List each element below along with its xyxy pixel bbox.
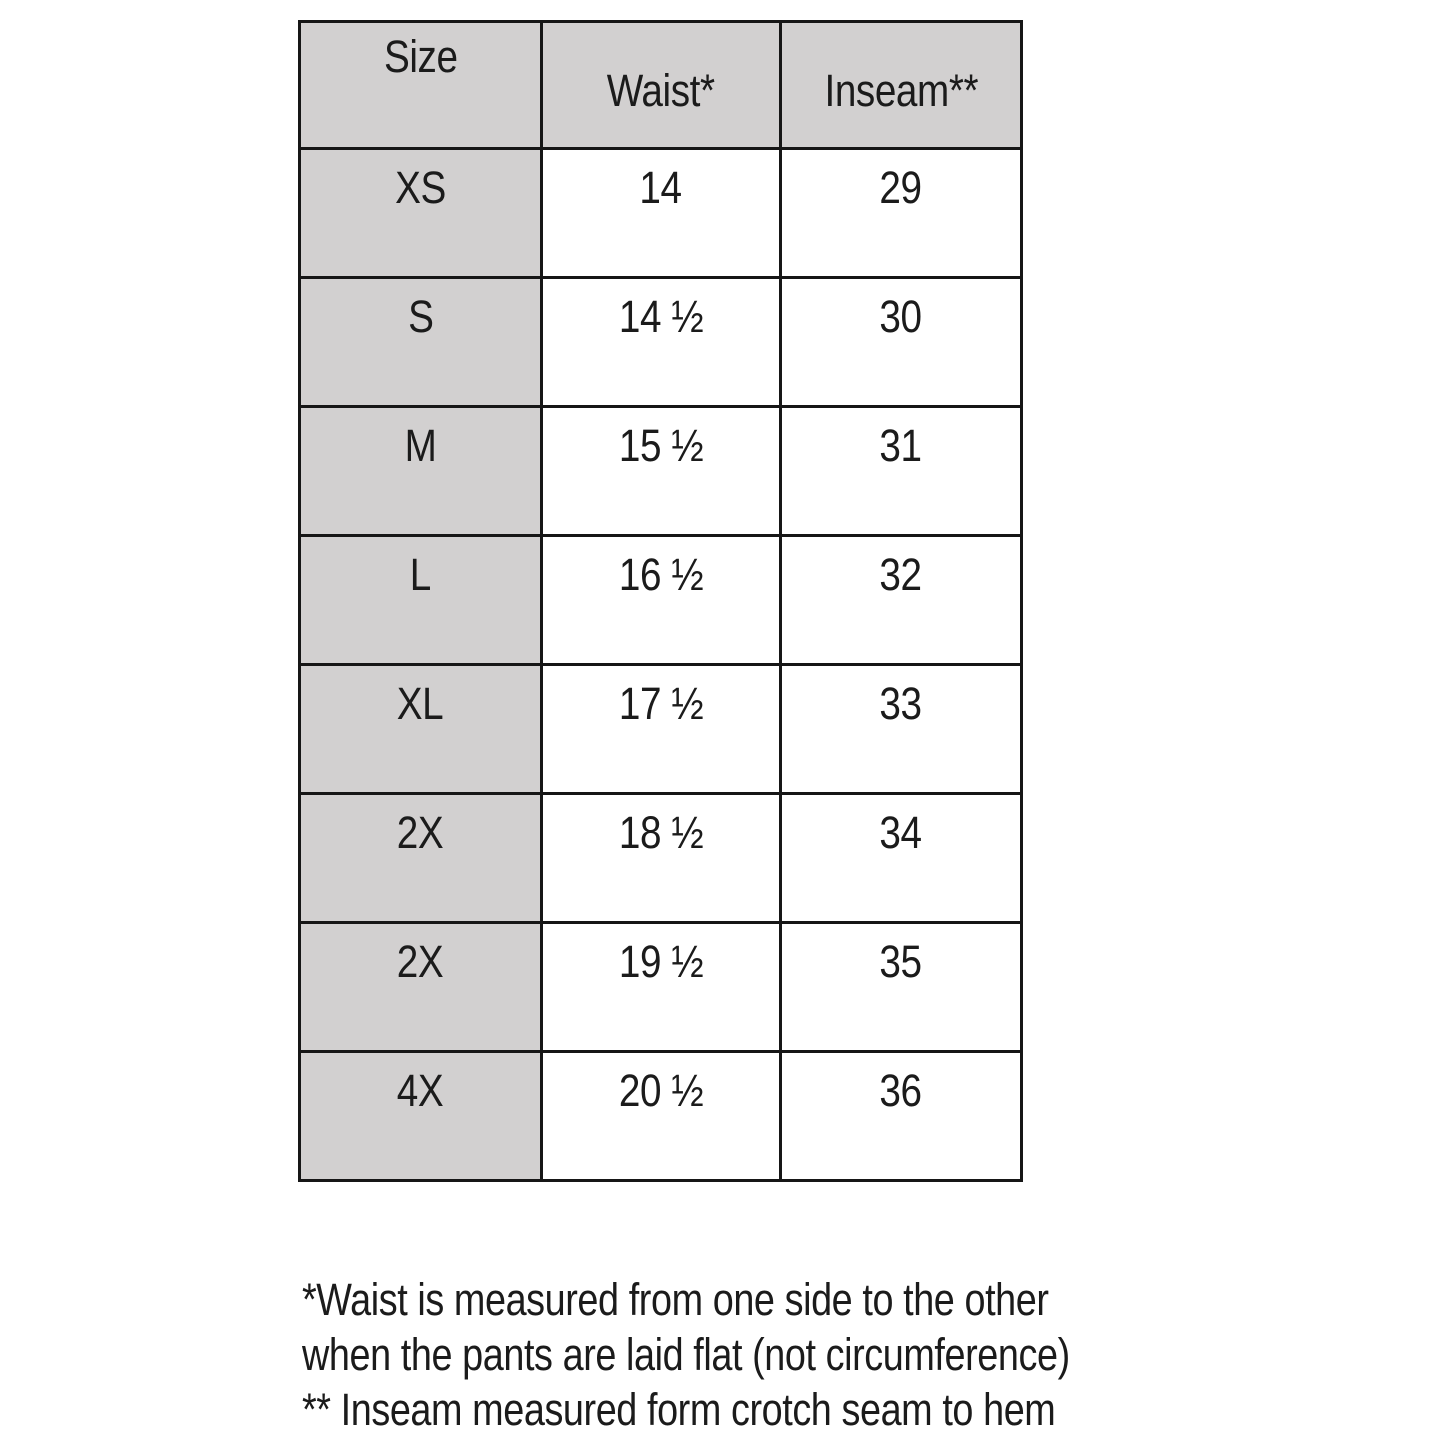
waist-cell <box>542 149 781 278</box>
size-value: 2X <box>397 936 444 987</box>
table-row-s <box>300 278 1022 407</box>
waist-cell <box>542 923 781 1052</box>
inseam-cell <box>781 278 1022 407</box>
column-header-inseam-label: Inseam** <box>824 65 978 116</box>
footnote-waist-line-2: when the pants are laid flat (not circumference) <box>302 1329 1070 1380</box>
waist-value: 15 ½ <box>618 420 704 471</box>
waist-value: 20 ½ <box>618 1065 704 1116</box>
inseam-value: 32 <box>879 549 923 600</box>
size-cell <box>300 665 542 794</box>
column-header-waist-label: Waist* <box>607 65 715 116</box>
waist-value: 14 ½ <box>618 291 704 342</box>
inseam-value: 36 <box>879 1065 923 1116</box>
size-chart-table <box>298 20 1023 1182</box>
inseam-cell <box>781 794 1022 923</box>
header-row <box>300 22 1022 149</box>
table-row-l <box>300 536 1022 665</box>
table-row-4x <box>300 1052 1022 1181</box>
table-row-xs <box>300 149 1022 278</box>
table-row-m <box>300 407 1022 536</box>
waist-value: 17 ½ <box>618 678 704 729</box>
size-value: 2X <box>397 807 444 858</box>
waist-value: 16 ½ <box>618 549 704 600</box>
inseam-value: 35 <box>879 936 923 987</box>
size-cell <box>300 278 542 407</box>
size-cell <box>300 794 542 923</box>
size-cell <box>300 1052 542 1181</box>
waist-cell <box>542 278 781 407</box>
size-cell <box>300 149 542 278</box>
size-cell <box>300 407 542 536</box>
table-row-xl <box>300 665 1022 794</box>
waist-value: 18 ½ <box>618 807 704 858</box>
table-row-2x <box>300 794 1022 923</box>
inseam-value: 30 <box>879 291 923 342</box>
column-header-inseam <box>781 22 1022 149</box>
inseam-cell <box>781 923 1022 1052</box>
waist-value: 14 <box>639 162 683 213</box>
waist-cell <box>542 1052 781 1181</box>
inseam-cell <box>781 149 1022 278</box>
inseam-value: 33 <box>879 678 923 729</box>
inseam-cell <box>781 1052 1022 1181</box>
waist-value: 19 ½ <box>618 936 704 987</box>
waist-cell <box>542 536 781 665</box>
waist-cell <box>542 407 781 536</box>
column-header-size-label: Size <box>383 31 458 82</box>
inseam-value: 31 <box>879 420 923 471</box>
size-value: 4X <box>397 1065 444 1116</box>
inseam-cell <box>781 407 1022 536</box>
size-cell <box>300 536 542 665</box>
column-header-size <box>300 22 542 149</box>
size-value: XL <box>397 678 444 729</box>
inseam-value: 34 <box>879 807 923 858</box>
waist-cell <box>542 794 781 923</box>
footnote-inseam: ** Inseam measured form crotch seam to hem <box>302 1384 1056 1435</box>
waist-cell <box>542 665 781 794</box>
size-value: M <box>404 420 437 471</box>
table-row-2x-b <box>300 923 1022 1052</box>
column-header-waist <box>542 22 781 149</box>
inseam-value: 29 <box>879 162 923 213</box>
inseam-cell <box>781 536 1022 665</box>
inseam-cell <box>781 665 1022 794</box>
size-value: S <box>407 291 434 342</box>
footnote-waist-line-1: *Waist is measured from one side to the other <box>302 1274 1049 1325</box>
footnotes <box>302 1272 1070 1437</box>
size-value: XS <box>395 162 446 213</box>
size-cell <box>300 923 542 1052</box>
size-value: L <box>409 549 432 600</box>
